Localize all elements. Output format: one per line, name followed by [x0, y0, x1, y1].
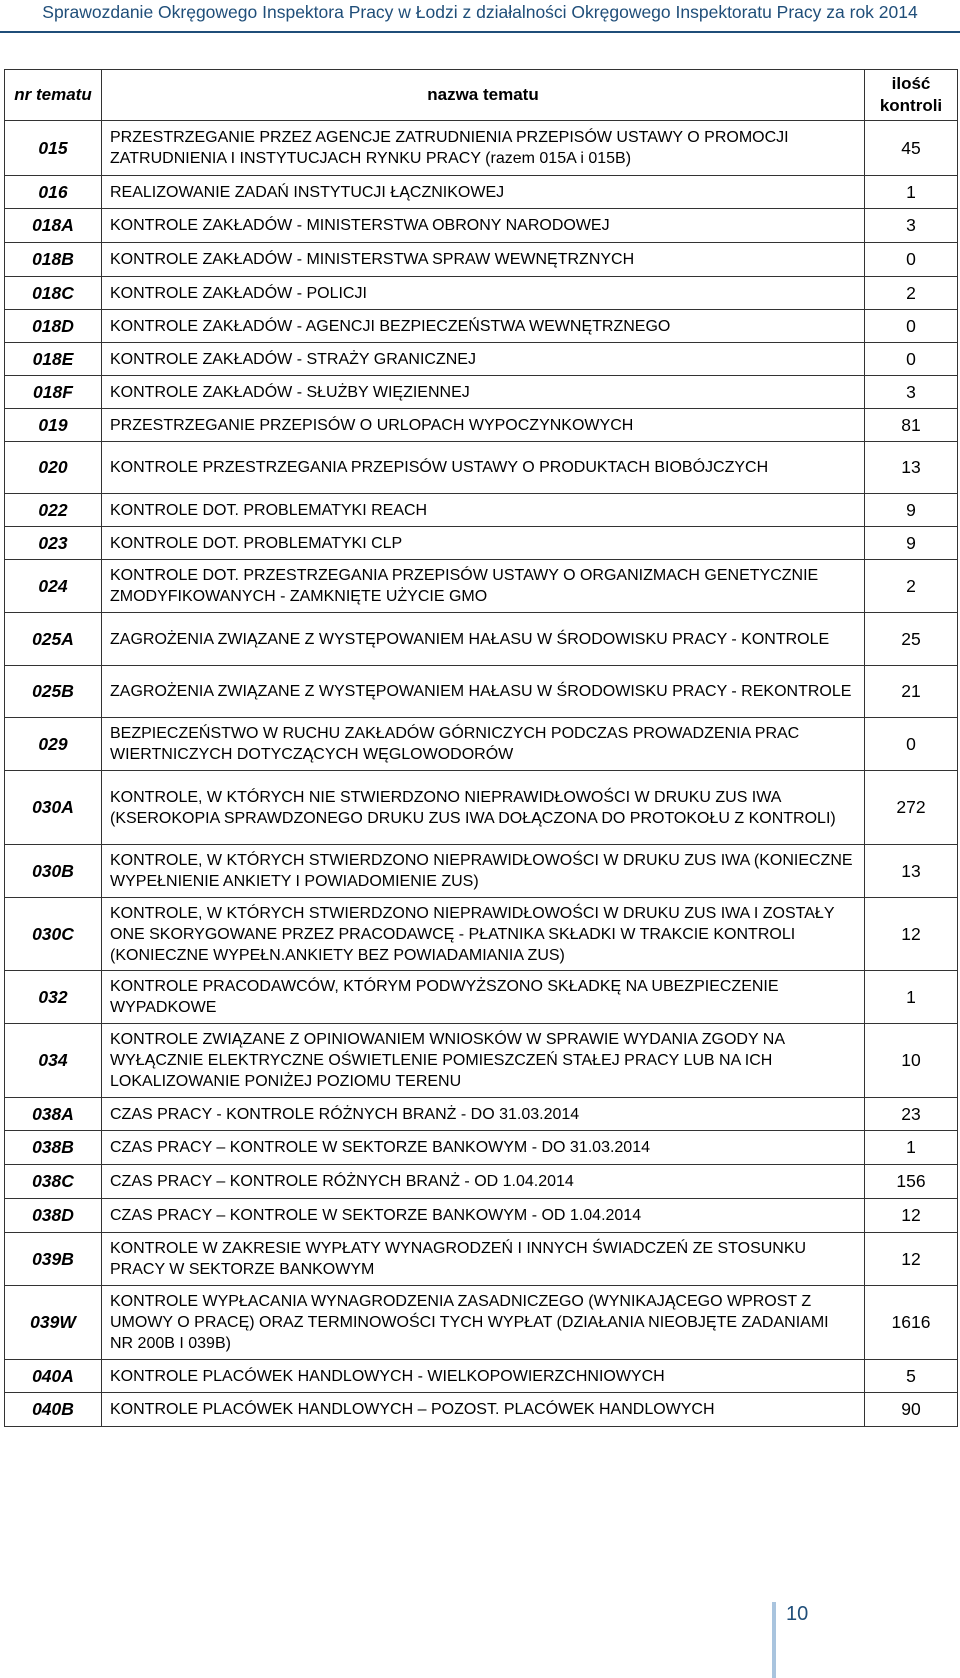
row-nr: 030B: [5, 845, 102, 898]
row-nr: 018B: [5, 243, 102, 277]
table-row: [5, 310, 958, 343]
table-row: [5, 442, 958, 494]
row-count: 45: [865, 121, 958, 176]
row-nr: 024: [5, 560, 102, 613]
row-name: KONTROLE ZAKŁADÓW - STRAŻY GRANICZNEJ: [102, 343, 865, 376]
page-number: 10: [786, 1603, 809, 1625]
row-nr: 018A: [5, 209, 102, 243]
row-name: KONTROLE WYPŁACANIA WYNAGRODZENIA ZASADNICZEGO (WYNIKAJĄCEGO WPROST Z UMOWY O PRACĘ) ORAZ TERMINOWOŚCI TYCH WYPŁAT (DZIAŁANIA NIEOBJĘTE ZADANIAMI NR 200B I 039B): [102, 1286, 865, 1360]
table-body: [5, 121, 958, 1427]
row-nr: 022: [5, 494, 102, 527]
row-nr: 038C: [5, 1165, 102, 1199]
row-nr: 040A: [5, 1360, 102, 1393]
row-nr: 025B: [5, 666, 102, 718]
row-count: 3: [865, 209, 958, 243]
row-name: KONTROLE ZAKŁADÓW - AGENCJI BEZPIECZEŃSTWA WEWNĘTRZNEGO: [102, 310, 865, 343]
row-count: 272: [865, 771, 958, 845]
row-nr: 018E: [5, 343, 102, 376]
row-nr: 029: [5, 718, 102, 771]
table-row: [5, 560, 958, 613]
row-count: 12: [865, 1233, 958, 1286]
row-count: 9: [865, 527, 958, 560]
row-name: KONTROLE ZAKŁADÓW - SŁUŻBY WIĘZIENNEJ: [102, 376, 865, 409]
row-count: 2: [865, 277, 958, 310]
table-row: [5, 1024, 958, 1098]
row-nr: 018C: [5, 277, 102, 310]
table-row: [5, 176, 958, 209]
row-count: 12: [865, 1199, 958, 1233]
header-nr: nr tematu: [5, 70, 102, 121]
table-row: [5, 243, 958, 277]
row-nr: 034: [5, 1024, 102, 1098]
row-name: KONTROLE, W KTÓRYCH STWIERDZONO NIEPRAWIDŁOWOŚCI W DRUKU ZUS IWA (KONIECZNE WYPEŁNIENIE ANKIETY I POWIADOMIENIE ZUS): [102, 845, 865, 898]
table-row: [5, 1286, 958, 1360]
row-name: KONTROLE ZAKŁADÓW - POLICJI: [102, 277, 865, 310]
row-nr: 040B: [5, 1393, 102, 1427]
table-header-row: [5, 70, 958, 121]
row-name: ZAGROŻENIA ZWIĄZANE Z WYSTĘPOWANIEM HAŁASU W ŚRODOWISKU PRACY - REKONTROLE: [102, 666, 865, 718]
row-nr: 038D: [5, 1199, 102, 1233]
table-row: [5, 1360, 958, 1393]
row-nr: 018F: [5, 376, 102, 409]
table-row: [5, 527, 958, 560]
table-row: [5, 898, 958, 971]
row-name: KONTROLE PRACODAWCÓW, KTÓRYM PODWYŻSZONO SKŁADKĘ NA UBEZPIECZENIE WYPADKOWE: [102, 971, 865, 1024]
row-name: PRZESTRZEGANIE PRZEPISÓW O URLOPACH WYPOCZYNKOWYCH: [102, 409, 865, 442]
row-name: KONTROLE PRZESTRZEGANIA PRZEPISÓW USTAWY O PRODUKTACH BIOBÓJCZYCH: [102, 442, 865, 494]
table-row: [5, 771, 958, 845]
row-name: KONTROLE, W KTÓRYCH NIE STWIERDZONO NIEPRAWIDŁOWOŚCI W DRUKU ZUS IWA (KSEROKOPIA SPRAWDZONEGO DRUKU ZUS IWA DOŁĄCZONA DO PROTOKOŁU Z KONTROLI): [102, 771, 865, 845]
header-rule: [0, 31, 960, 33]
row-count: 1: [865, 176, 958, 209]
row-count: 0: [865, 243, 958, 277]
table-row: [5, 971, 958, 1024]
row-name: KONTROLE W ZAKRESIE WYPŁATY WYNAGRODZEŃ I INNYCH ŚWIADCZEŃ ZE STOSUNKU PRACY W SEKTORZE BANKOWYM: [102, 1233, 865, 1286]
table-row: [5, 1393, 958, 1427]
row-nr: 032: [5, 971, 102, 1024]
row-name: REALIZOWANIE ZADAŃ INSTYTUCJI ŁĄCZNIKOWEJ: [102, 176, 865, 209]
row-nr: 018D: [5, 310, 102, 343]
row-nr: 039B: [5, 1233, 102, 1286]
row-count: 81: [865, 409, 958, 442]
row-count: 2: [865, 560, 958, 613]
topics-table-container: [4, 69, 957, 1427]
row-nr: 015: [5, 121, 102, 176]
row-nr: 038A: [5, 1098, 102, 1131]
row-count: 0: [865, 310, 958, 343]
table-row: [5, 666, 958, 718]
row-count: 10: [865, 1024, 958, 1098]
row-count: 1: [865, 1131, 958, 1165]
row-name: BEZPIECZEŃSTWO W RUCHU ZAKŁADÓW GÓRNICZYCH PODCZAS PROWADZENIA PRAC WIERTNICZYCH DOTYCZĄCYCH WĘGLOWODORÓW: [102, 718, 865, 771]
row-nr: 030A: [5, 771, 102, 845]
row-name: ZAGROŻENIA ZWIĄZANE Z WYSTĘPOWANIEM HAŁASU W ŚRODOWISKU PRACY - KONTROLE: [102, 613, 865, 666]
row-name: KONTROLE PLACÓWEK HANDLOWYCH - WIELKOPOWIERZCHNIOWYCH: [102, 1360, 865, 1393]
table-row: [5, 845, 958, 898]
table-row: [5, 613, 958, 666]
row-nr: 016: [5, 176, 102, 209]
row-count: 156: [865, 1165, 958, 1199]
table-row: [5, 1199, 958, 1233]
row-count: 21: [865, 666, 958, 718]
topics-table: [4, 69, 958, 1427]
table-row: [5, 1098, 958, 1131]
row-count: 13: [865, 845, 958, 898]
row-nr: 038B: [5, 1131, 102, 1165]
table-row: [5, 277, 958, 310]
row-name: KONTROLE ZAKŁADÓW - MINISTERSTWA SPRAW WEWNĘTRZNYCH: [102, 243, 865, 277]
row-count: 9: [865, 494, 958, 527]
table-row: [5, 718, 958, 771]
row-name: CZAS PRACY – KONTROLE RÓŻNYCH BRANŻ - OD 1.04.2014: [102, 1165, 865, 1199]
header-count: ilość kontroli: [865, 70, 958, 121]
page-number-bar: [772, 1602, 776, 1678]
row-name: PRZESTRZEGANIE PRZEZ AGENCJE ZATRUDNIENIA PRZEPISÓW USTAWY O PROMOCJI ZATRUDNIENIA I INSTYTUCJACH RYNKU PRACY (razem 015A i 015B): [102, 121, 865, 176]
row-count: 1616: [865, 1286, 958, 1360]
row-name: CZAS PRACY – KONTROLE W SEKTORZE BANKOWYM - OD 1.04.2014: [102, 1199, 865, 1233]
table-row: [5, 494, 958, 527]
row-count: 3: [865, 376, 958, 409]
row-nr: 019: [5, 409, 102, 442]
row-count: 90: [865, 1393, 958, 1427]
row-count: 0: [865, 718, 958, 771]
row-count: 1: [865, 971, 958, 1024]
row-nr: 039W: [5, 1286, 102, 1360]
table-row: [5, 121, 958, 176]
row-name: CZAS PRACY - KONTROLE RÓŻNYCH BRANŻ - DO 31.03.2014: [102, 1098, 865, 1131]
row-nr: 025A: [5, 613, 102, 666]
row-count: 5: [865, 1360, 958, 1393]
row-count: 25: [865, 613, 958, 666]
table-row: [5, 209, 958, 243]
table-row: [5, 1165, 958, 1199]
row-name: CZAS PRACY – KONTROLE W SEKTORZE BANKOWYM - DO 31.03.2014: [102, 1131, 865, 1165]
header-name: nazwa tematu: [102, 70, 865, 121]
row-count: 0: [865, 343, 958, 376]
row-count: 13: [865, 442, 958, 494]
row-name: KONTROLE, W KTÓRYCH STWIERDZONO NIEPRAWIDŁOWOŚCI W DRUKU ZUS IWA I ZOSTAŁY ONE SKORYGOWANE PRZEZ PRACODAWCĘ - PŁATNIKA SKŁADKI W TRAKCIE KONTROLI (KONIECZNE WYPEŁN.ANKIETY BEZ POWIADAMIANIA ZUS): [102, 898, 865, 971]
row-name: KONTROLE PLACÓWEK HANDLOWYCH – POZOST. PLACÓWEK HANDLOWYCH: [102, 1393, 865, 1427]
table-row: [5, 1233, 958, 1286]
row-name: KONTROLE ZAKŁADÓW - MINISTERSTWA OBRONY NARODOWEJ: [102, 209, 865, 243]
row-nr: 023: [5, 527, 102, 560]
row-name: KONTROLE DOT. PRZESTRZEGANIA PRZEPISÓW USTAWY O ORGANIZMACH GENETYCZNIE ZMODYFIKOWANYCH - ZAMKNIĘTE UŻYCIE GMO: [102, 560, 865, 613]
row-count: 23: [865, 1098, 958, 1131]
row-count: 12: [865, 898, 958, 971]
table-row: [5, 343, 958, 376]
row-name: KONTROLE ZWIĄZANE Z OPINIOWANIEM WNIOSKÓW W SPRAWIE WYDANIA ZGODY NA WYŁĄCZNIE ELEKTRYCZNE OŚWIETLENIE POMIESZCZEŃ STAŁEJ PRACY LUB NA ICH LOKALIZOWANIE PONIŻEJ POZIOMU TERENU: [102, 1024, 865, 1098]
row-nr: 030C: [5, 898, 102, 971]
row-name: KONTROLE DOT. PROBLEMATYKI CLP: [102, 527, 865, 560]
table-row: [5, 409, 958, 442]
page-header: Sprawozdanie Okręgowego Inspektora Pracy w Łodzi z działalności Okręgowego Inspektoratu Pracy za rok 2014: [42, 2, 918, 22]
row-nr: 020: [5, 442, 102, 494]
table-row: [5, 376, 958, 409]
row-name: KONTROLE DOT. PROBLEMATYKI REACH: [102, 494, 865, 527]
table-row: [5, 1131, 958, 1165]
